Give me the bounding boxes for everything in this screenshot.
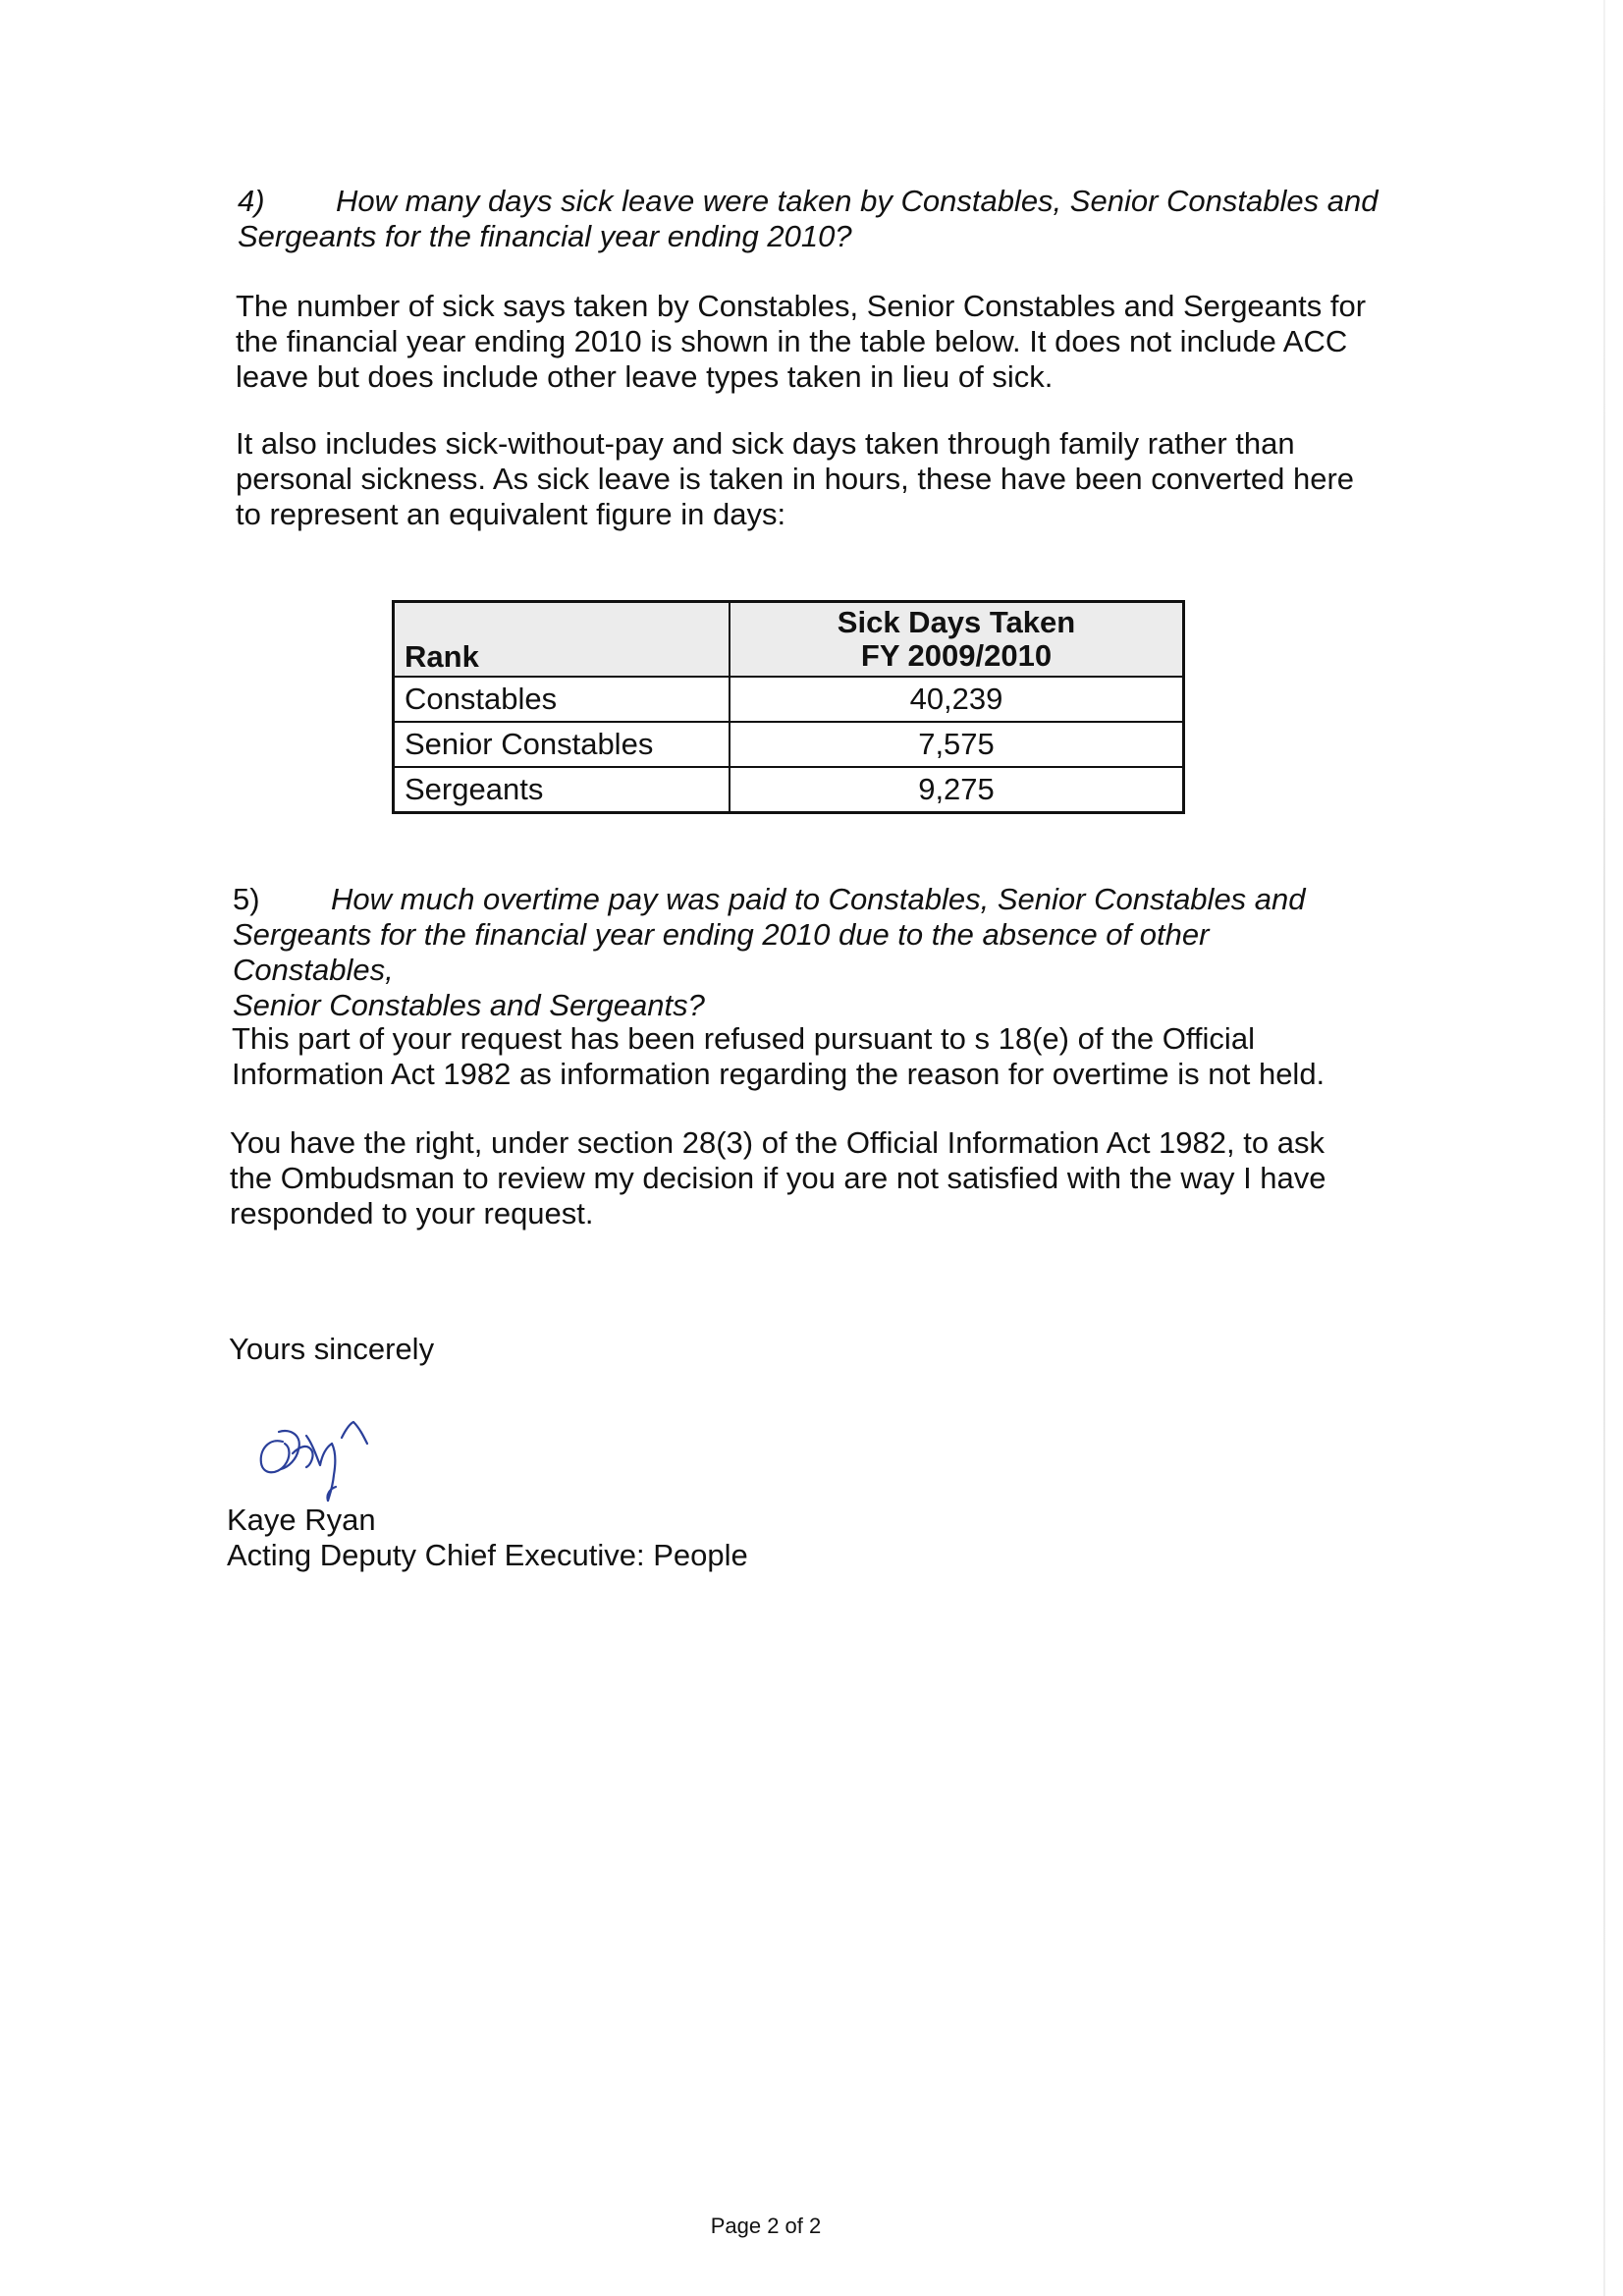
- header-rank: Rank: [394, 602, 730, 678]
- table-row: [394, 767, 1184, 813]
- para1-line3: leave but does include other leave types taken in lieu of sick.: [236, 359, 1054, 394]
- days-cell: 7,575: [730, 722, 1184, 767]
- signature-image: [251, 1393, 418, 1510]
- question-5-text-line2: Sergeants for the financial year ending 2010 due to the absence of other Constables,: [233, 917, 1210, 987]
- signatory-title: Acting Deputy Chief Executive: People: [227, 1538, 748, 1572]
- signatory: [227, 1503, 748, 1573]
- question-5-line1: [233, 882, 1372, 917]
- para4-line3: responded to your request.: [230, 1196, 594, 1230]
- table-row: [394, 677, 1184, 722]
- header-sick-days-line2: FY 2009/2010: [860, 638, 1053, 673]
- paragraph-refusal: [232, 1021, 1410, 1092]
- question-5-number: 5): [233, 882, 260, 916]
- signatory-name: Kaye Ryan: [227, 1503, 376, 1537]
- header-sick-days: [730, 602, 1184, 678]
- question-5: [233, 882, 1372, 1023]
- rank-cell: Sergeants: [394, 767, 730, 813]
- rank-cell: Senior Constables: [394, 722, 730, 767]
- para1-line2: the financial year ending 2010 is shown in the table below. It does not include ACC: [236, 324, 1348, 358]
- para4-line2: the Ombudsman to review my decision if you are not satisfied with the way I have: [230, 1161, 1326, 1195]
- para1-line1: The number of sick says taken by Constables, Senior Constables and Sergeants for: [236, 289, 1367, 323]
- paragraph-sick-days-intro: [236, 289, 1414, 395]
- table-row: [394, 722, 1184, 767]
- paragraph-sick-days-detail: [236, 426, 1414, 532]
- rank-cell: Constables: [394, 677, 730, 722]
- table-header-row: [394, 602, 1184, 678]
- para4-line1: You have the right, under section 28(3) of the Official Information Act 1982, to ask: [230, 1125, 1325, 1160]
- para3-line2: Information Act 1982 as information regarding the reason for overtime is not held.: [232, 1057, 1325, 1091]
- sick-days-table: [392, 600, 1185, 814]
- para3-line1: This part of your request has been refused pursuant to s 18(e) of the Official: [232, 1021, 1255, 1056]
- question-4-number: 4): [238, 184, 265, 218]
- days-cell: 40,239: [730, 677, 1184, 722]
- para2-line2: personal sickness. As sick leave is taken in hours, these have been converted here: [236, 462, 1355, 496]
- days-cell: 9,275: [730, 767, 1184, 813]
- header-sick-days-line1: Sick Days Taken: [837, 605, 1076, 639]
- paragraph-ombudsman: [230, 1125, 1408, 1231]
- question-5-text-line1: How much overtime pay was paid to Constables, Senior Constables and: [331, 882, 1306, 916]
- closing: Yours sincerely: [229, 1332, 435, 1366]
- question-5-text-line3: Senior Constables and Sergeants?: [233, 988, 705, 1022]
- para2-line3: to represent an equivalent figure in days:: [236, 497, 786, 531]
- page-number: Page 2 of 2: [710, 2214, 822, 2238]
- question-4-text-line1: How many days sick leave were taken by Constables, Senior Constables and: [336, 184, 1379, 218]
- para2-line1: It also includes sick-without-pay and sick days taken through family rather than: [236, 426, 1295, 461]
- question-4-line1: [238, 184, 1386, 219]
- question-4: [238, 184, 1386, 254]
- question-4-text-line2: Sergeants for the financial year ending 2010?: [238, 219, 852, 253]
- scan-edge: [1603, 0, 1605, 2296]
